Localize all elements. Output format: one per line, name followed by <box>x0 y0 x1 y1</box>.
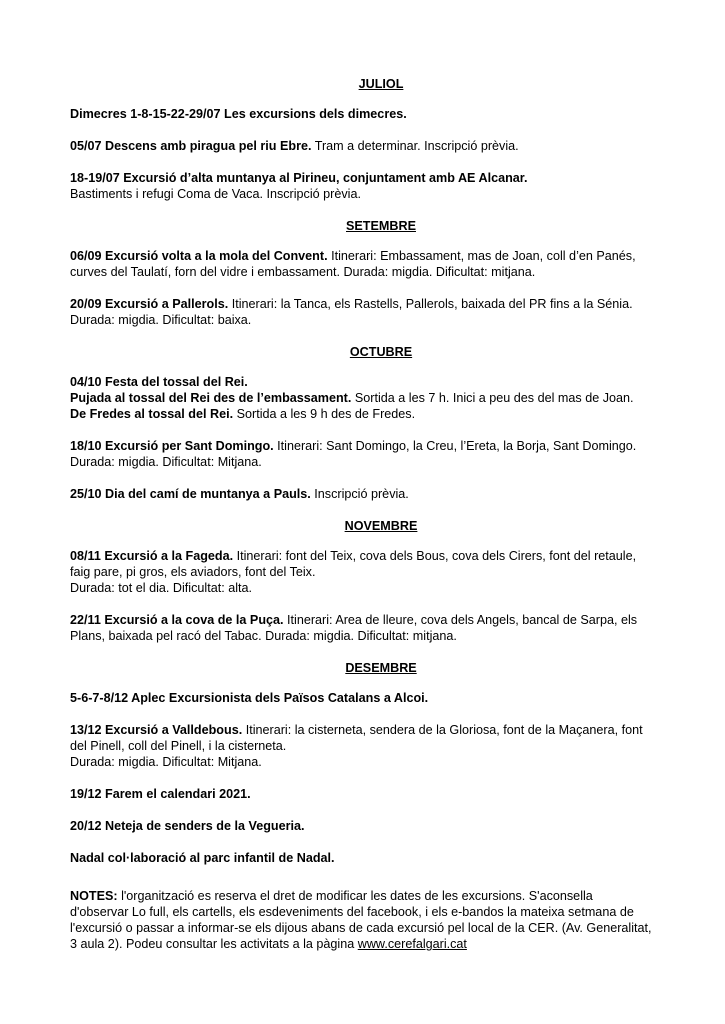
event-entry <box>70 722 692 770</box>
body-text: Durada: tot el dia. Dificultat: alta. <box>70 581 253 595</box>
bold-heading: 18/10 Excursió per Sant Domingo. <box>70 439 274 453</box>
bold-heading: 18-19/07 Excursió d’alta muntanya al Pirineu, conjuntament amb AE Alcanar. <box>70 171 528 185</box>
document-page <box>70 76 692 968</box>
event-entry <box>70 248 692 280</box>
text-line <box>70 296 692 312</box>
text-line <box>70 850 692 866</box>
bold-heading: 06/09 Excursió volta a la mola del Convent. <box>70 249 328 263</box>
text-line <box>70 690 692 706</box>
text-line <box>70 628 692 644</box>
body-text: Bastiments i refugi Coma de Vaca. Inscripció prèvia. <box>70 187 361 201</box>
text-line <box>70 486 692 502</box>
event-entry <box>70 548 692 596</box>
event-entry <box>70 296 692 328</box>
body-text: l'organització es reserva el dret de modificar les dates de les excursions. S'aconsella <box>117 889 593 903</box>
body-text: l'excursió o passar a informar-se els dijous abans de cada excursió pel local de la CER. (Av. Generalitat, <box>70 921 652 935</box>
text-line <box>70 818 692 834</box>
bold-heading: 5-6-7-8/12 Aplec Excursionista dels Països Catalans a Alcoi. <box>70 691 429 705</box>
bold-heading: 22/11 Excursió a la cova de la Puça. <box>70 613 284 627</box>
month-heading: JULIOL <box>358 77 404 91</box>
body-text: curves del Taulatí, forn del vidre i embassament. Durada: migdia. Dificultat: mitjana. <box>70 265 536 279</box>
body-text: d'observar Lo full, els cartells, els esdeveniments del facebook, i els e-bandos la mateixa setmana de <box>70 905 634 919</box>
bold-heading: 20/09 Excursió a Pallerols. <box>70 297 229 311</box>
body-text: Plans, baixada pel racó del Tabac. Durada: migdia. Dificultat: mitjana. <box>70 629 457 643</box>
event-entry <box>70 818 692 834</box>
body-text: Itinerari: Area de lleure, cova dels Angels, bancal de Sarpa, els <box>283 613 638 627</box>
bold-heading: Dimecres 1-8-15-22-29/07 Les excursions dels dimecres. <box>70 107 407 121</box>
body-text: Durada: migdia. Dificultat: Mitjana. <box>70 455 262 469</box>
text-line <box>70 936 692 952</box>
text-line <box>70 248 692 264</box>
text-line <box>70 722 692 738</box>
bold-heading: 08/11 Excursió a la Fageda. <box>70 549 234 563</box>
month-heading: DESEMBRE <box>345 661 417 675</box>
notes-block <box>70 888 692 952</box>
bold-heading: 19/12 Farem el calendari 2021. <box>70 787 251 801</box>
text-line <box>70 406 692 422</box>
body-text: Sortida a les 9 h des de Fredes. <box>233 407 416 421</box>
body-text: Itinerari: font del Teix, cova dels Bous, cova dels Cirers, font del retaule, <box>233 549 637 563</box>
text-line <box>70 580 692 596</box>
text-line <box>70 738 692 754</box>
text-line <box>70 138 692 154</box>
website-link[interactable]: www.cerefalgari.cat <box>357 937 467 951</box>
text-line <box>70 920 692 936</box>
body-text: Durada: migdia. Dificultat: baixa. <box>70 313 252 327</box>
month-heading: NOVEMBRE <box>344 519 418 533</box>
text-line <box>70 904 692 920</box>
bold-heading: Nadal col·laboració al parc infantil de Nadal. <box>70 851 335 865</box>
month-heading: OCTUBRE <box>349 345 413 359</box>
text-line <box>70 264 692 280</box>
body-text: Inscripció prèvia. <box>310 487 409 501</box>
text-line <box>70 548 692 564</box>
event-entry <box>70 612 692 644</box>
event-entry <box>70 850 692 866</box>
text-line <box>70 438 692 454</box>
event-entry <box>70 690 692 706</box>
text-line <box>70 374 692 390</box>
bold-heading: 20/12 Neteja de senders de la Vegueria. <box>70 819 305 833</box>
bold-heading: 05/07 Descens amb piragua pel riu Ebre. <box>70 139 312 153</box>
body-text: Itinerari: Embassament, mas de Joan, coll d’en Panés, <box>327 249 636 263</box>
month-heading: SETEMBRE <box>346 219 416 233</box>
text-line <box>70 754 692 770</box>
event-entry <box>70 138 692 154</box>
event-entry <box>70 486 692 502</box>
event-entry <box>70 106 692 122</box>
body-text: Itinerari: la cisterneta, sendera de la Gloriosa, font de la Maçanera, font <box>242 723 643 737</box>
body-text: faig pare, pi gros, els aviadors, font del Teix. <box>70 565 316 579</box>
text-line <box>70 888 692 904</box>
bold-heading: 25/10 Dia del camí de muntanya a Pauls. <box>70 487 311 501</box>
body-text: Itinerari: la Tanca, els Rastells, Pallerols, baixada del PR fins a la Sénia. <box>228 297 633 311</box>
text-line <box>70 564 692 580</box>
text-line <box>70 786 692 802</box>
text-line <box>70 186 692 202</box>
event-entry <box>70 438 692 470</box>
body-text: Sortida a les 7 h. Inici a peu des del mas de Joan. <box>351 391 634 405</box>
text-line <box>70 106 692 122</box>
bold-heading: 04/10 Festa del tossal del Rei. <box>70 375 248 389</box>
bold-heading: Pujada al tossal del Rei des de l’embassament. <box>70 391 352 405</box>
bold-heading: 13/12 Excursió a Valldebous. <box>70 723 243 737</box>
event-entry <box>70 786 692 802</box>
body-text: Itinerari: Sant Domingo, la Creu, l’Ereta, la Borja, Sant Domingo. <box>273 439 637 453</box>
text-line <box>70 612 692 628</box>
bold-heading: De Fredes al tossal del Rei. <box>70 407 234 421</box>
text-line <box>70 390 692 406</box>
text-line <box>70 170 692 186</box>
bold-heading: NOTES: <box>70 889 118 903</box>
body-text: del Pinell, coll del Pinell, i la cisterneta. <box>70 739 287 753</box>
body-text: Durada: migdia. Dificultat: Mitjana. <box>70 755 262 769</box>
text-line <box>70 454 692 470</box>
text-line <box>70 312 692 328</box>
body-text: Tram a determinar. Inscripció prèvia. <box>311 139 519 153</box>
event-entry <box>70 170 692 202</box>
event-entry <box>70 374 692 422</box>
body-text: 3 aula 2). Podeu consultar les activitats a la pàgina <box>70 937 358 951</box>
